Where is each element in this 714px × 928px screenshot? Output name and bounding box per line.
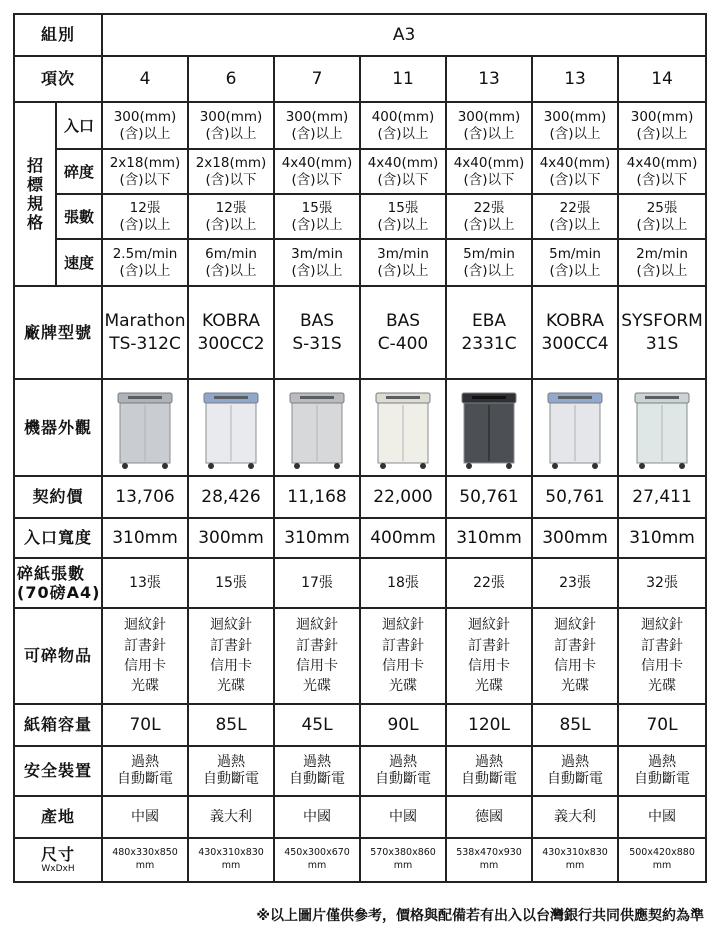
bin-capacity: 120L <box>446 704 532 746</box>
cell-line: 訂書針 <box>641 637 684 654</box>
cell-line: 訂書針 <box>468 637 511 654</box>
bin-capacity: 70L <box>102 704 188 746</box>
cell-line: 25張 <box>646 200 678 217</box>
cell-line: 450x300x670 <box>284 847 350 859</box>
cell-line: 光碟 <box>475 678 504 695</box>
group-label: 組別 <box>14 14 102 56</box>
cell-line: 570x380x860 <box>370 847 436 859</box>
cell-line: 自動斷電 <box>634 771 691 787</box>
cell-line: KOBRA <box>202 310 261 331</box>
cell-line: 訂書針 <box>210 637 253 654</box>
safety-value <box>618 746 706 796</box>
cell-line: 訂書針 <box>382 637 425 654</box>
spec-value <box>188 239 274 286</box>
bin-label: 紙箱容量 <box>14 704 102 746</box>
shredder-image <box>110 385 180 471</box>
sheets-value: 17張 <box>274 558 360 608</box>
spec-value <box>360 239 446 286</box>
machine-image-cell <box>532 379 618 476</box>
spec-value <box>446 194 532 239</box>
cell-line: (含)以上 <box>377 216 429 233</box>
entry-width-value: 300mm <box>188 518 274 558</box>
cell-line: 12張 <box>129 200 161 217</box>
cell-line: 迴紋針 <box>210 617 253 634</box>
safety-value <box>360 746 446 796</box>
safety-value <box>102 746 188 796</box>
cell-line: (含)以上 <box>205 262 257 279</box>
cell-line: 訂書針 <box>554 637 597 654</box>
sheets-value: 22張 <box>446 558 532 608</box>
item-number: 6 <box>188 56 274 102</box>
bin-capacity: 90L <box>360 704 446 746</box>
cell-line: (含)以下 <box>549 171 601 188</box>
cell-line: (含)以上 <box>291 262 343 279</box>
cell-line: (含)以下 <box>291 171 343 188</box>
cell-line: 訂書針 <box>296 637 339 654</box>
spec-group-text: 招標規格 <box>26 155 43 233</box>
size-label-text: 尺寸 <box>41 845 76 864</box>
cell-line: (含)以下 <box>119 171 171 188</box>
cell-line: (含)以上 <box>205 216 257 233</box>
cell-line: 2x18(mm) <box>109 155 181 172</box>
shreddable-items <box>618 608 706 704</box>
entry-width-label: 入口寬度 <box>14 518 102 558</box>
cell-line: 2331C <box>461 333 517 354</box>
cell-line: 自動斷電 <box>289 771 346 787</box>
cell-line: 自動斷電 <box>203 771 260 787</box>
spec-row-label: 碎度 <box>56 149 102 194</box>
safety-value <box>274 746 360 796</box>
origin-label: 產地 <box>14 796 102 838</box>
spec-table <box>13 13 707 883</box>
cell-line: 5m/min <box>463 246 515 263</box>
cell-line: mm <box>565 860 585 871</box>
cell-line: 過熱 <box>389 754 418 771</box>
safety-value <box>532 746 618 796</box>
brand-label: 廠牌型號 <box>14 286 102 379</box>
cell-line: (含)以上 <box>119 262 171 279</box>
cell-line: mm <box>479 860 499 871</box>
cell-line: 迴紋針 <box>641 617 684 634</box>
cell-line: 迴紋針 <box>124 617 167 634</box>
item-number: 4 <box>102 56 188 102</box>
cell-line: 過熱 <box>303 754 332 771</box>
size-value <box>188 838 274 882</box>
brand-model <box>274 286 360 379</box>
origin-value: 中國 <box>360 796 446 838</box>
cell-line: 2.5m/min <box>112 246 178 263</box>
cell-line: Marathon <box>104 310 186 331</box>
origin-value: 義大利 <box>188 796 274 838</box>
spec-row-label: 速度 <box>56 239 102 286</box>
sheets-value: 23張 <box>532 558 618 608</box>
item-number: 13 <box>532 56 618 102</box>
cell-line: 信用卡 <box>124 658 167 674</box>
contract-price: 50,761 <box>532 476 618 518</box>
spec-row-label: 張數 <box>56 194 102 239</box>
cell-line: BAS <box>299 310 335 331</box>
cell-line: 22張 <box>473 200 505 217</box>
shreddable-label: 可碎物品 <box>14 608 102 704</box>
cell-line: 過熱 <box>648 754 677 771</box>
brand-model <box>188 286 274 379</box>
shreddable-items <box>446 608 532 704</box>
spec-group-label <box>14 102 56 286</box>
cell-line: 自動斷電 <box>375 771 432 787</box>
cell-line: 2x18(mm) <box>195 155 267 172</box>
machine-image-cell <box>274 379 360 476</box>
size-value <box>532 838 618 882</box>
cell-line: 迴紋針 <box>554 617 597 634</box>
cell-line: mm <box>135 860 155 871</box>
cell-line: 300(mm) <box>457 109 521 126</box>
cell-line: 自動斷電 <box>547 771 604 787</box>
origin-value: 義大利 <box>532 796 618 838</box>
sheets-label <box>14 558 102 608</box>
cell-line: 光碟 <box>389 678 418 695</box>
cell-line: 300CC2 <box>197 333 265 354</box>
footnote: ※以上圖片僅供參考，價格與配備若有出入以台灣銀行共同供應契約為準 <box>256 908 704 924</box>
origin-value: 德國 <box>446 796 532 838</box>
cell-line: mm <box>221 860 241 871</box>
cell-line: (含)以下 <box>377 171 429 188</box>
bin-capacity: 85L <box>532 704 618 746</box>
spec-value <box>102 194 188 239</box>
size-label <box>14 838 102 882</box>
shredder-image <box>627 385 697 471</box>
shredder-image <box>540 385 610 471</box>
size-value <box>360 838 446 882</box>
cell-line: 光碟 <box>648 678 677 695</box>
cell-line: (含)以上 <box>549 262 601 279</box>
spec-value <box>532 149 618 194</box>
spec-value <box>446 239 532 286</box>
cell-line: 迴紋針 <box>382 617 425 634</box>
spec-value <box>618 194 706 239</box>
cell-line: 15張 <box>387 200 419 217</box>
cell-line: 信用卡 <box>296 658 339 674</box>
contract-price: 28,426 <box>188 476 274 518</box>
spec-value <box>102 239 188 286</box>
cell-line: 300(mm) <box>543 109 607 126</box>
shreddable-items <box>360 608 446 704</box>
item-number: 11 <box>360 56 446 102</box>
entry-width-value: 310mm <box>446 518 532 558</box>
contract-price: 13,706 <box>102 476 188 518</box>
cell-line: (含)以上 <box>463 125 515 142</box>
cell-line: 迴紋針 <box>468 617 511 634</box>
price-label: 契約價 <box>14 476 102 518</box>
cell-line: 光碟 <box>561 678 590 695</box>
spec-value <box>102 149 188 194</box>
contract-price: 11,168 <box>274 476 360 518</box>
group-value: A3 <box>102 14 706 56</box>
cell-line: mm <box>652 860 672 871</box>
cell-line: 480x330x850 <box>112 847 178 859</box>
cell-line: (含)以上 <box>119 216 171 233</box>
cell-line: mm <box>307 860 327 871</box>
cell-line: 信用卡 <box>210 658 253 674</box>
spec-value <box>446 149 532 194</box>
cell-line: 4x40(mm) <box>453 155 525 172</box>
cell-line: 3m/min <box>377 246 429 263</box>
cell-line: 信用卡 <box>382 658 425 674</box>
cell-line: 31S <box>645 333 679 354</box>
cell-line: S-31S <box>292 333 342 354</box>
cell-line: 22張 <box>559 200 591 217</box>
brand-model <box>446 286 532 379</box>
cell-line: 300(mm) <box>199 109 263 126</box>
cell-line: (含)以上 <box>636 262 688 279</box>
sheets-value: 32張 <box>618 558 706 608</box>
brand-model <box>102 286 188 379</box>
cell-line: 自動斷電 <box>461 771 518 787</box>
cell-line: 6m/min <box>205 246 257 263</box>
shredder-image <box>282 385 352 471</box>
cell-line: 5m/min <box>549 246 601 263</box>
brand-model <box>360 286 446 379</box>
cell-line: 400(mm) <box>371 109 435 126</box>
cell-line: C-400 <box>377 333 429 354</box>
cell-line: 光碟 <box>217 678 246 695</box>
cell-line: 430x310x830 <box>198 847 264 859</box>
safety-value <box>446 746 532 796</box>
item-label: 項次 <box>14 56 102 102</box>
cell-line: 光碟 <box>303 678 332 695</box>
safety-value <box>188 746 274 796</box>
spec-value <box>532 102 618 149</box>
machine-image-cell <box>102 379 188 476</box>
machine-image-cell <box>618 379 706 476</box>
origin-value: 中國 <box>102 796 188 838</box>
contract-price: 27,411 <box>618 476 706 518</box>
brand-model <box>532 286 618 379</box>
spec-value <box>102 102 188 149</box>
cell-line: TS-312C <box>109 333 181 354</box>
cell-line: (含)以上 <box>291 125 343 142</box>
bin-capacity: 85L <box>188 704 274 746</box>
cell-line: (含)以上 <box>377 262 429 279</box>
cell-line: 12張 <box>215 200 247 217</box>
cell-line: 4x40(mm) <box>281 155 353 172</box>
shreddable-items <box>102 608 188 704</box>
cell-line: (含)以上 <box>463 216 515 233</box>
cell-line: 4x40(mm) <box>539 155 611 172</box>
cell-line: 4x40(mm) <box>626 155 698 172</box>
item-number: 7 <box>274 56 360 102</box>
size-value <box>102 838 188 882</box>
entry-width-value: 400mm <box>360 518 446 558</box>
size-value <box>274 838 360 882</box>
sheets-label-line: (70磅A4) <box>17 583 101 602</box>
entry-width-value: 300mm <box>532 518 618 558</box>
cell-line: BAS <box>385 310 421 331</box>
origin-value: 中國 <box>618 796 706 838</box>
spec-row-label: 入口 <box>56 102 102 149</box>
cell-line: (含)以上 <box>549 216 601 233</box>
item-number: 13 <box>446 56 532 102</box>
origin-value: 中國 <box>274 796 360 838</box>
shreddable-items <box>188 608 274 704</box>
contract-price: 22,000 <box>360 476 446 518</box>
cell-line: 過熱 <box>217 754 246 771</box>
spec-value <box>188 149 274 194</box>
brand-model <box>618 286 706 379</box>
size-value <box>618 838 706 882</box>
cell-line: 4x40(mm) <box>367 155 439 172</box>
sheets-value: 15張 <box>188 558 274 608</box>
machine-image-cell <box>360 379 446 476</box>
cell-line: 538x470x930 <box>456 847 522 859</box>
cell-line: 300(mm) <box>113 109 177 126</box>
cell-line: KOBRA <box>546 310 605 331</box>
spec-value <box>274 149 360 194</box>
cell-line: 2m/min <box>636 246 688 263</box>
bin-capacity: 45L <box>274 704 360 746</box>
cell-line: (含)以上 <box>377 125 429 142</box>
shredder-image <box>368 385 438 471</box>
spec-value <box>532 194 618 239</box>
cell-line: 光碟 <box>131 678 160 695</box>
spec-value <box>274 239 360 286</box>
cell-line: (含)以上 <box>119 125 171 142</box>
cell-line: 430x310x830 <box>542 847 608 859</box>
cell-line: (含)以上 <box>636 216 688 233</box>
shreddable-items <box>274 608 360 704</box>
cell-line: (含)以上 <box>463 262 515 279</box>
cell-line: (含)以下 <box>636 171 688 188</box>
entry-width-value: 310mm <box>618 518 706 558</box>
cell-line: 300(mm) <box>630 109 694 126</box>
sheets-value: 18張 <box>360 558 446 608</box>
bin-capacity: 70L <box>618 704 706 746</box>
sheets-label-line: 碎紙張數 <box>17 563 86 583</box>
spec-value <box>360 102 446 149</box>
spec-value <box>188 102 274 149</box>
machine-image-cell <box>446 379 532 476</box>
cell-line: (含)以上 <box>636 125 688 142</box>
cell-line: (含)以下 <box>463 171 515 188</box>
cell-line: mm <box>393 860 413 871</box>
spec-value <box>274 102 360 149</box>
cell-line: 信用卡 <box>554 658 597 674</box>
spec-value <box>188 194 274 239</box>
appearance-label: 機器外觀 <box>14 379 102 476</box>
shreddable-items <box>532 608 618 704</box>
cell-line: SYSFORM <box>621 310 703 331</box>
sheets-value: 13張 <box>102 558 188 608</box>
cell-line: 自動斷電 <box>117 771 174 787</box>
spec-value <box>618 149 706 194</box>
cell-line: 過熱 <box>561 754 590 771</box>
cell-line: 3m/min <box>291 246 343 263</box>
cell-line: (含)以上 <box>205 125 257 142</box>
cell-line: (含)以上 <box>549 125 601 142</box>
spec-value <box>360 149 446 194</box>
cell-line: 15張 <box>301 200 333 217</box>
spec-value <box>446 102 532 149</box>
cell-line: EBA <box>471 310 507 331</box>
spec-value <box>360 194 446 239</box>
shredder-image <box>454 385 524 471</box>
cell-line: 訂書針 <box>124 637 167 654</box>
cell-line: (含)以上 <box>291 216 343 233</box>
spec-value <box>618 102 706 149</box>
cell-line: 300CC4 <box>541 333 609 354</box>
cell-line: 信用卡 <box>641 658 684 674</box>
cell-line: 過熱 <box>475 754 504 771</box>
spec-value <box>532 239 618 286</box>
cell-line: 信用卡 <box>468 658 511 674</box>
shredder-image <box>196 385 266 471</box>
spec-value <box>274 194 360 239</box>
entry-width-value: 310mm <box>102 518 188 558</box>
cell-line: 過熱 <box>131 754 160 771</box>
spec-value <box>618 239 706 286</box>
item-number: 14 <box>618 56 706 102</box>
machine-image-cell <box>188 379 274 476</box>
cell-line: (含)以下 <box>205 171 257 188</box>
safety-label: 安全裝置 <box>14 746 102 796</box>
contract-price: 50,761 <box>446 476 532 518</box>
size-value <box>446 838 532 882</box>
cell-line: 迴紋針 <box>296 617 339 634</box>
size-sub-label: WxDxH <box>41 864 75 875</box>
cell-line: 300(mm) <box>285 109 349 126</box>
cell-line: 500x420x880 <box>629 847 695 859</box>
entry-width-value: 310mm <box>274 518 360 558</box>
